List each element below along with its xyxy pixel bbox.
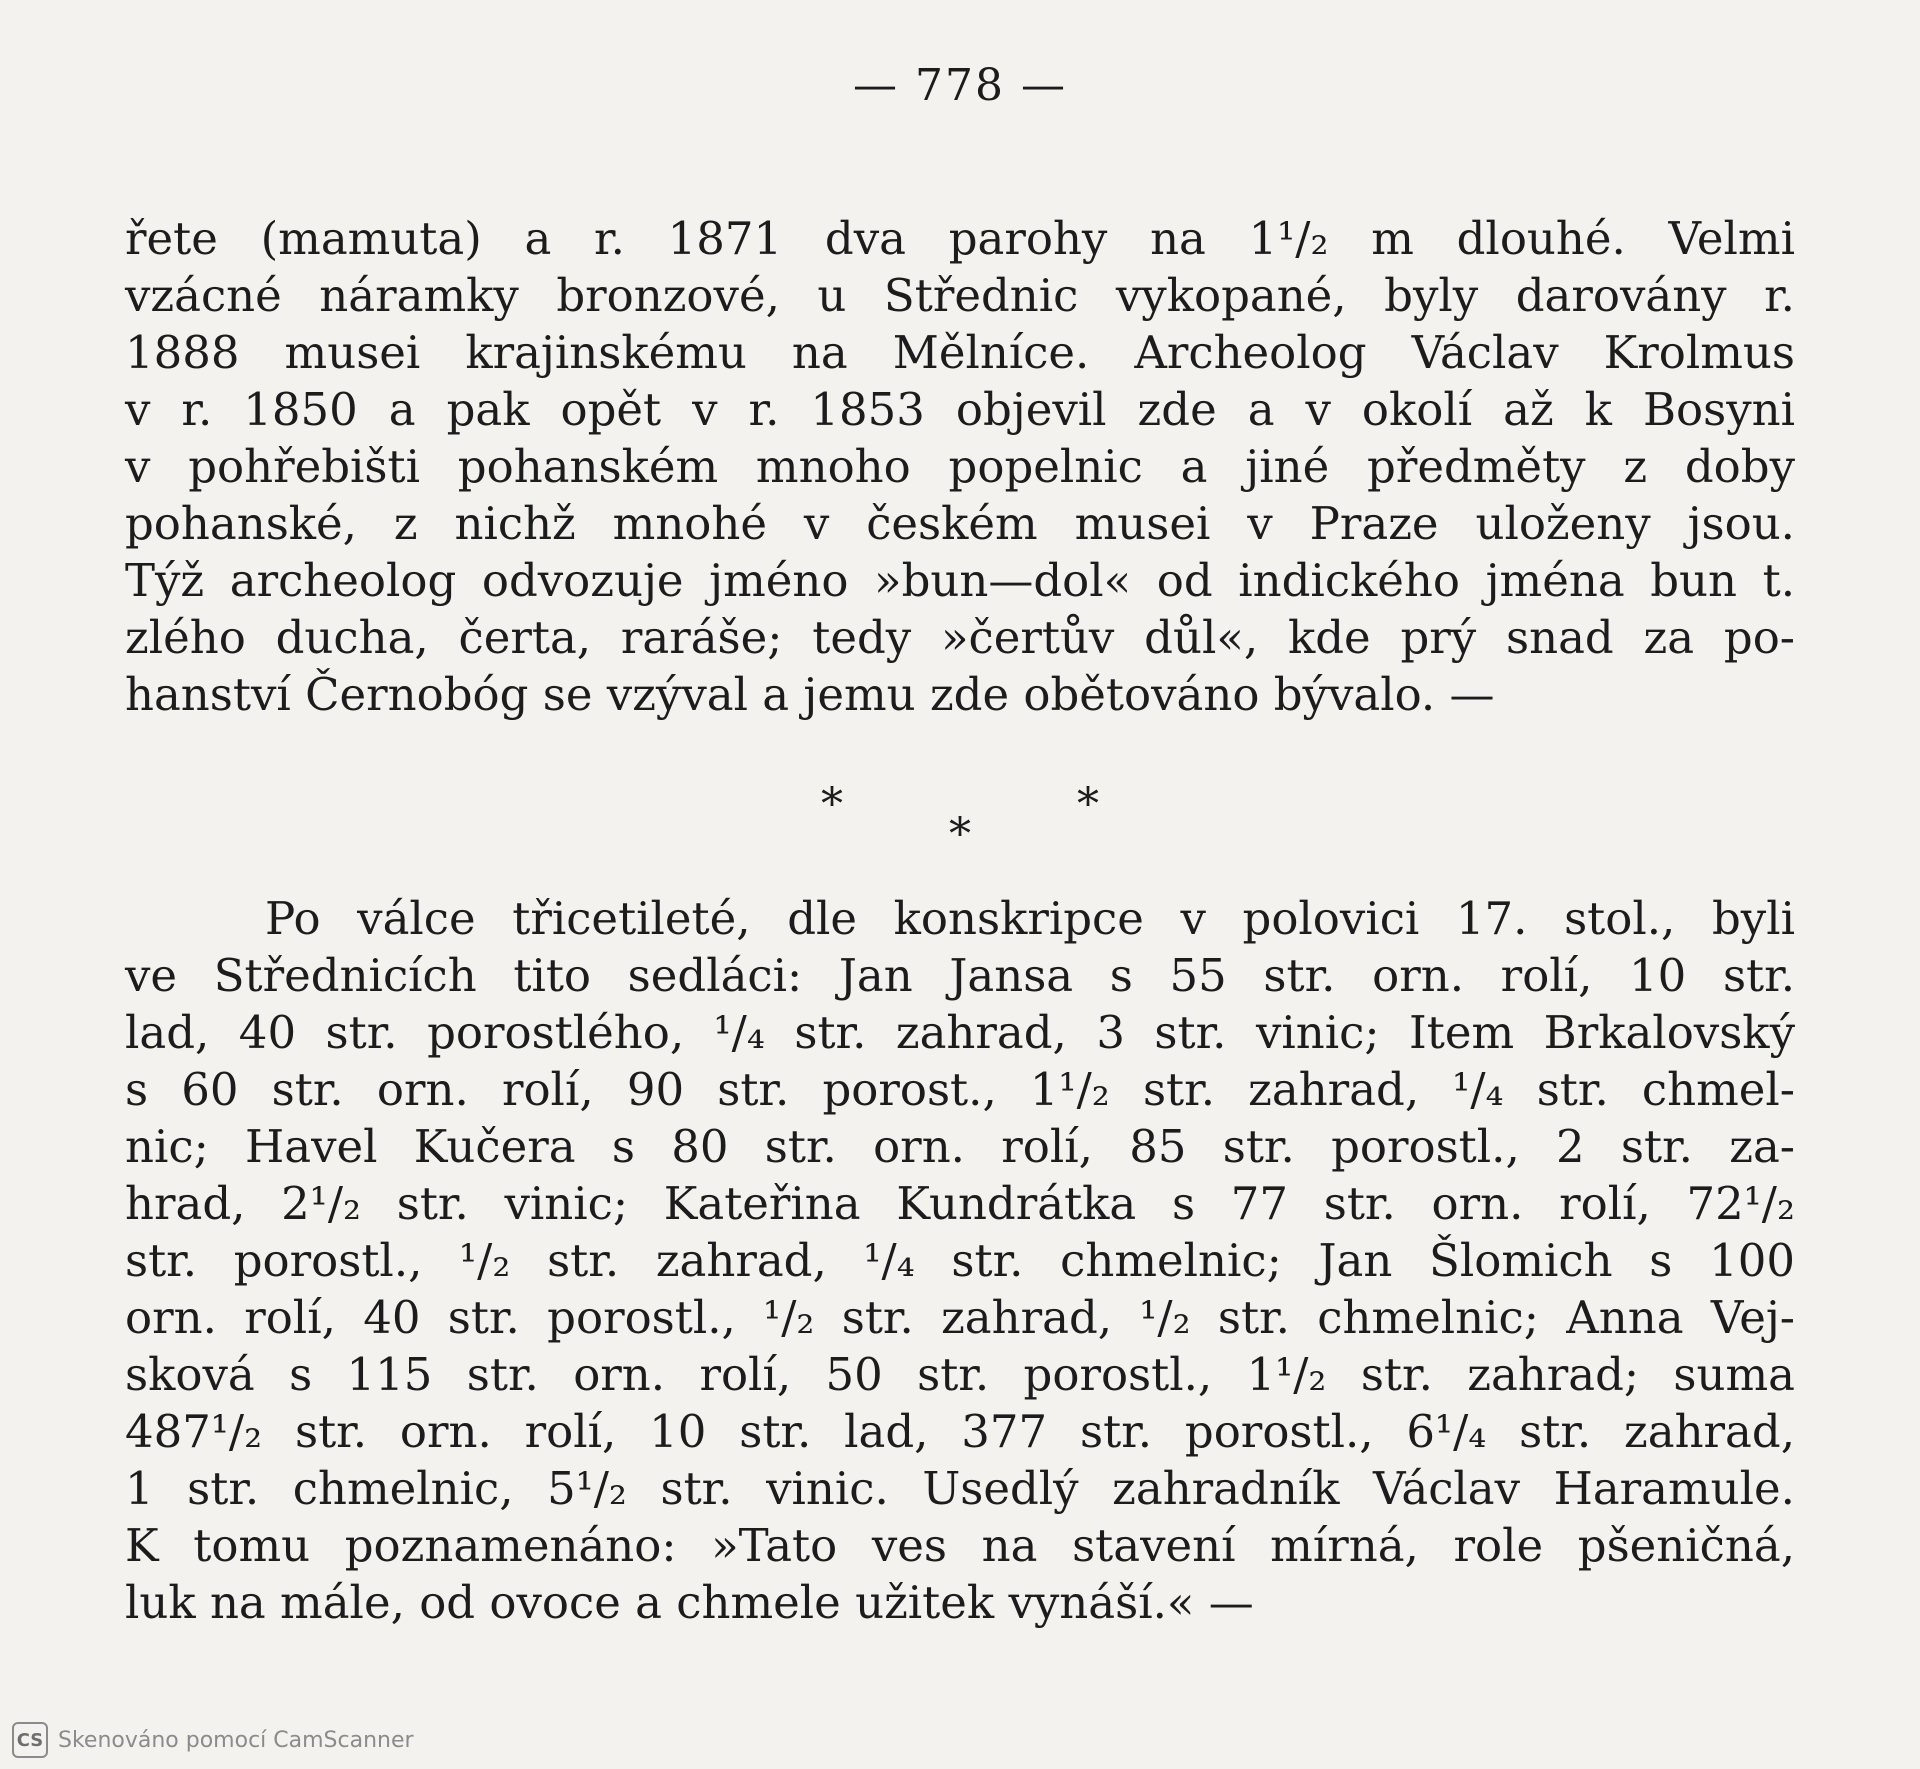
paragraph-1-line: pohanské, z nichž mnohé v českém musei v Praze uloženy jsou. <box>125 497 1795 550</box>
paragraph-1-line: v r. 1850 a pak opět v r. 1853 objevil zde a v okolí až k Bosyni <box>125 383 1795 436</box>
page-number: — 778 — <box>853 60 1067 111</box>
paragraph-2-line: 487¹/₂ str. orn. rolí, 10 str. lad, 377 str. porostl., 6¹/₄ str. zahrad, <box>125 1405 1795 1458</box>
paragraph-2 <box>125 890 1795 1631</box>
paragraph-2-line: luk na mále, od ovoce a chmele užitek vynáší.« — <box>125 1576 1254 1629</box>
paragraph-1 <box>125 210 1795 723</box>
paragraph-1-line: řete (mamuta) a r. 1871 dva parohy na 1¹/₂ m dlouhé. Velmi <box>125 212 1795 265</box>
paragraph-2-line: ve Střednicích tito sedláci: Jan Jansa s 55 str. orn. rolí, 10 str. <box>125 949 1795 1002</box>
scanner-watermark <box>12 1722 414 1758</box>
paragraph-2-line: str. porostl., ¹/₂ str. zahrad, ¹/₄ str. chmelnic; Jan Šlomich s 100 <box>125 1234 1795 1287</box>
paragraph-2-line: Po válce třicetileté, dle konskripce v polovici 17. stol., byli <box>265 892 1795 945</box>
paragraph-1-line: Týž archeolog odvozuje jméno »bun—dol« od indického jména bun t. <box>125 554 1795 607</box>
paragraph-1-line: vzácné náramky bronzové, u Střednic vykopané, byly darovány r. <box>125 269 1795 322</box>
paragraph-2-line: hrad, 2¹/₂ str. vinic; Kateřina Kundrátka s 77 str. orn. rolí, 72¹/₂ <box>125 1177 1795 1230</box>
asterisk-left: * <box>821 779 843 830</box>
camscanner-logo-icon: CS <box>12 1722 48 1758</box>
paragraph-1-line: zlého ducha, čerta, raráše; tedy »čertův důl«, kde prý snad za po- <box>125 611 1795 664</box>
paragraph-2-line: nic; Havel Kučera s 80 str. orn. rolí, 85 str. porostl., 2 str. za- <box>125 1120 1795 1173</box>
paragraph-1-line: hanství Černobóg se vzýval a jemu zde obětováno bývalo. — <box>125 668 1495 721</box>
paragraph-2-line: s 60 str. orn. rolí, 90 str. porost., 1¹/₂ str. zahrad, ¹/₄ str. chmel- <box>125 1063 1795 1116</box>
paragraph-2-line: K tomu poznamenáno: »Tato ves na stavení mírná, role pšeničná, <box>125 1519 1795 1572</box>
asterisk-right: * <box>1077 779 1099 830</box>
paragraph-2-line: sková s 115 str. orn. rolí, 50 str. porostl., 1¹/₂ str. zahrad; suma <box>125 1348 1795 1401</box>
paragraph-1-line: v pohřebišti pohanském mnoho popelnic a jiné předměty z doby <box>125 440 1795 493</box>
section-separator-bottom: * <box>949 809 971 860</box>
paragraph-2-line: 1 str. chmelnic, 5¹/₂ str. vinic. Usedlý zahradník Václav Haramule. <box>125 1462 1795 1515</box>
paragraph-2-line: orn. rolí, 40 str. porostl., ¹/₂ str. zahrad, ¹/₂ str. chmelnic; Anna Vej- <box>125 1291 1795 1344</box>
paragraph-1-line: 1888 musei krajinskému na Mělníce. Archeolog Václav Krolmus <box>125 326 1795 379</box>
watermark-text: Skenováno pomocí CamScanner <box>58 1727 414 1753</box>
paragraph-2-line: lad, 40 str. porostlého, ¹/₄ str. zahrad, 3 str. vinic; Item Brkalovský <box>125 1006 1795 1059</box>
